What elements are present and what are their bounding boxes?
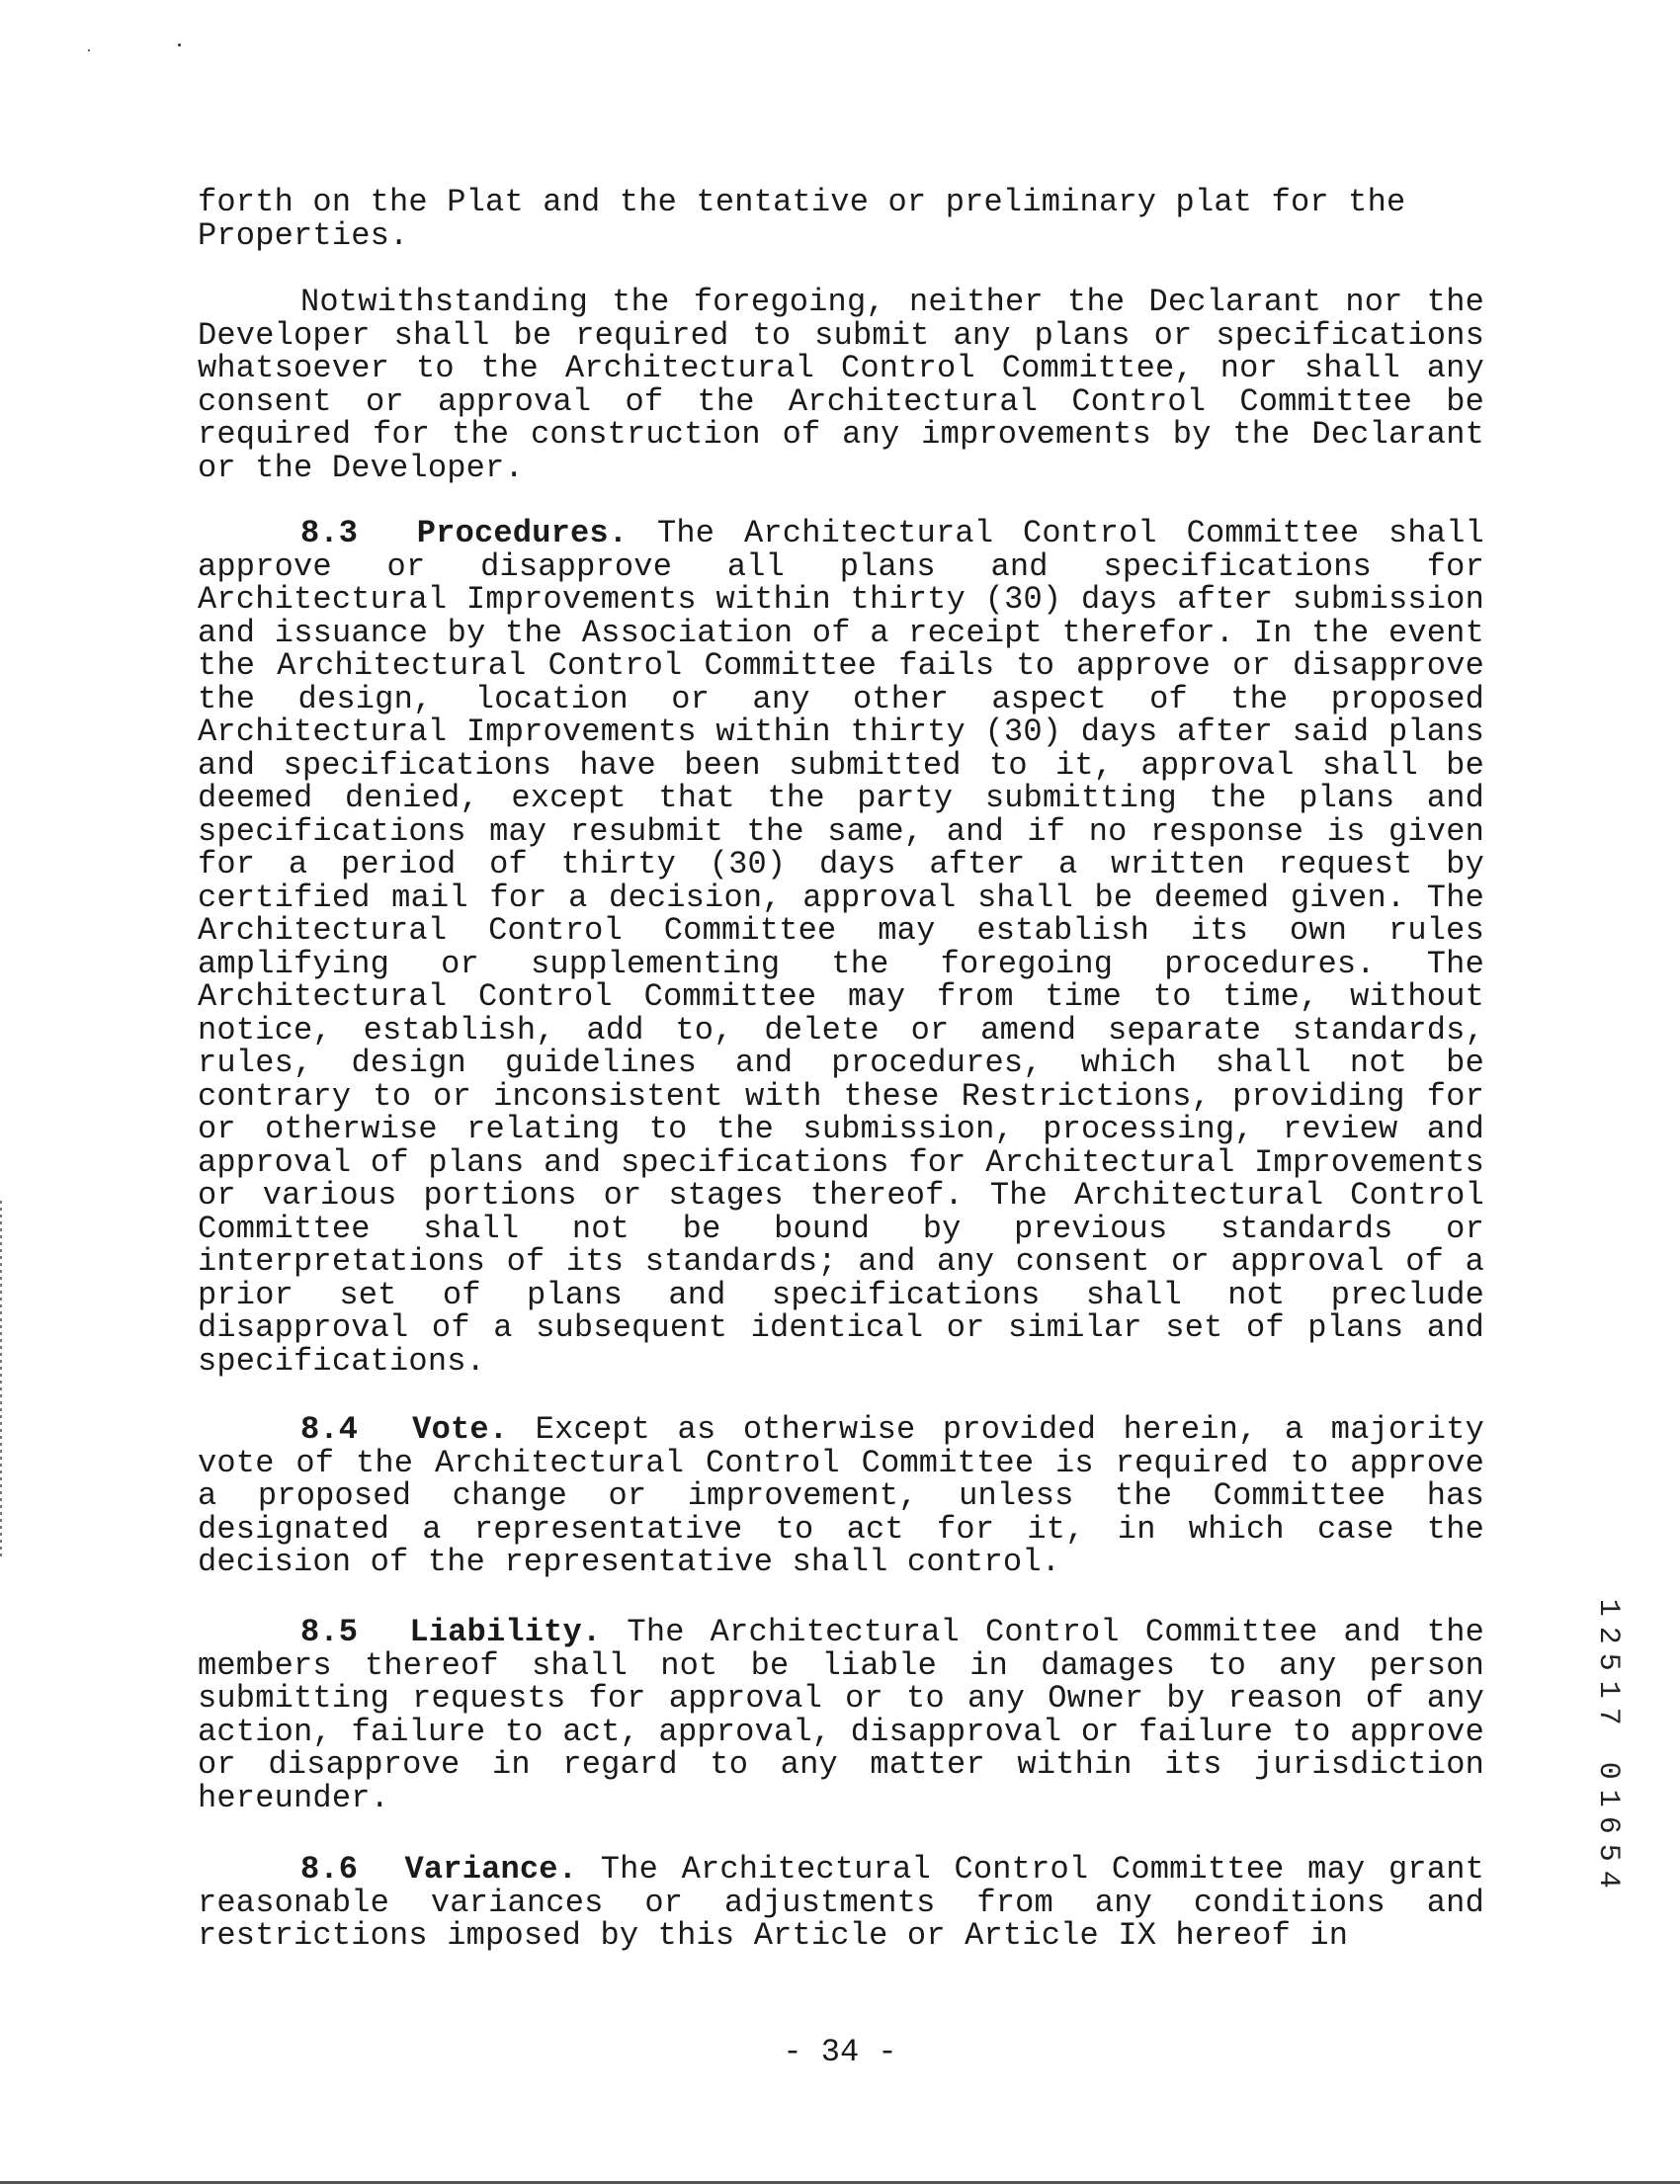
intro-paragraph: [198, 186, 1484, 252]
section-8-6: [198, 1853, 1484, 1953]
section-paragraph: [198, 1616, 1484, 1814]
margin-number-glyph: 1: [1590, 1680, 1625, 1699]
section-number: 8.3: [300, 515, 359, 551]
section-number: 8.5: [300, 1614, 359, 1650]
section-body: Except as otherwise provided herein, a majority vote of the Architectural Control Committee is required to approve a proposed change or improvement, unless the Committee has designated a representative to act for it, in which case the decision of the representative shall control.: [198, 1411, 1485, 1580]
margin-number-glyph: 6: [1590, 1815, 1625, 1834]
margin-document-number: [1590, 1594, 1625, 1893]
margin-number-glyph: 1: [1590, 1598, 1625, 1617]
scan-speck: [88, 49, 90, 51]
section-body: The Architectural Control Committee may grant reasonable variances or adjustments from any conditions and restrictions imposed by this Article or Article IX hereof in: [198, 1851, 1485, 1954]
scan-speck: [178, 43, 181, 46]
margin-number-glyph: 4: [1590, 1870, 1625, 1889]
page-number: - 34 -: [783, 2034, 897, 2070]
section-title: Liability.: [409, 1614, 602, 1650]
section-paragraph: [198, 1413, 1484, 1579]
section-title: Variance.: [404, 1851, 578, 1888]
section-title: Procedures.: [416, 515, 629, 551]
margin-number-glyph: 1: [1590, 1789, 1625, 1807]
paragraph-text: Notwithstanding the foregoing, neither the Declarant nor the Developer shall be required to submit any plans or specifications whatsoever to the Architectural Control Committee, nor shall any consent or approval of the Architectural Control Committee be required for the construction of any improvements by the Declarant or the Developer.: [198, 284, 1484, 486]
section-number: 8.6: [300, 1851, 359, 1888]
section-paragraph: [198, 1853, 1484, 1953]
margin-number-glyph: 7: [1590, 1707, 1625, 1725]
section-paragraph: [198, 517, 1484, 1378]
section-body: The Architectural Control Committee and the members thereof shall not be liable in damages to any person submitting requests for approval or to any Owner by reason of any action, failure to act, approval, disapproval or failure to approve or disapprove in regard to any matter within its jurisdiction hereunder.: [198, 1614, 1484, 1816]
notwithstanding-paragraph: [198, 286, 1484, 484]
margin-number-glyph: 0: [1590, 1761, 1625, 1780]
margin-number-glyph: 5: [1590, 1843, 1625, 1862]
section-number: 8.4: [300, 1411, 359, 1448]
section-8-5: [198, 1616, 1484, 1814]
scan-edge-mark: [0, 1201, 2, 1556]
margin-number-glyph: 2: [1590, 1626, 1625, 1644]
intro-line: forth on the Plat and the tentative or preliminary plat for the: [198, 184, 1406, 220]
margin-number-glyph: 5: [1590, 1652, 1625, 1671]
intro-line: Properties.: [198, 216, 409, 254]
section-title: Vote.: [412, 1411, 509, 1448]
margin-number-glyph: [1593, 1728, 1621, 1758]
section-body: The Architectural Control Committee shall approve or disapprove all plans and specifications for Architectural Improvements within thirty (30) days after submission and issuance by the Association of a receipt therefor. In the event the Architectural Control Committee fails to approve or disapprove the design, location or any other aspect of the proposed Architectural Improvements within thirty (30) days after said plans and specifications have been submitted to it, approval shall be deemed denied, except that the party submitting the plans and specifications may resubmit the same, and if no response is given for a period of thirty (30) days after a written request by certified mail for a decision, approval shall be deemed given. The Architectural Control Committee may establish its own rules amplifying or supplementing the foregoing procedures. The Architectural Control Committee may from time to time, without notice, establish, add to, delete or amend separate standards, rules, design guidelines and procedures, which shall not be contrary to or inconsistent with these Restrictions, providing for or otherwise relating to the submission, processing, review and approval of plans and specifications for Architectural Improvements or various portions or stages thereof. The Architectural Control Committee shall not be bound by previous standards or interpretations of its standards; and any consent or approval of a prior set of plans and specifications shall not preclude disapproval of a subsequent identical or similar set of plans and specifications.: [198, 515, 1485, 1380]
section-8-3: [198, 517, 1484, 1378]
section-8-4: [198, 1413, 1484, 1579]
